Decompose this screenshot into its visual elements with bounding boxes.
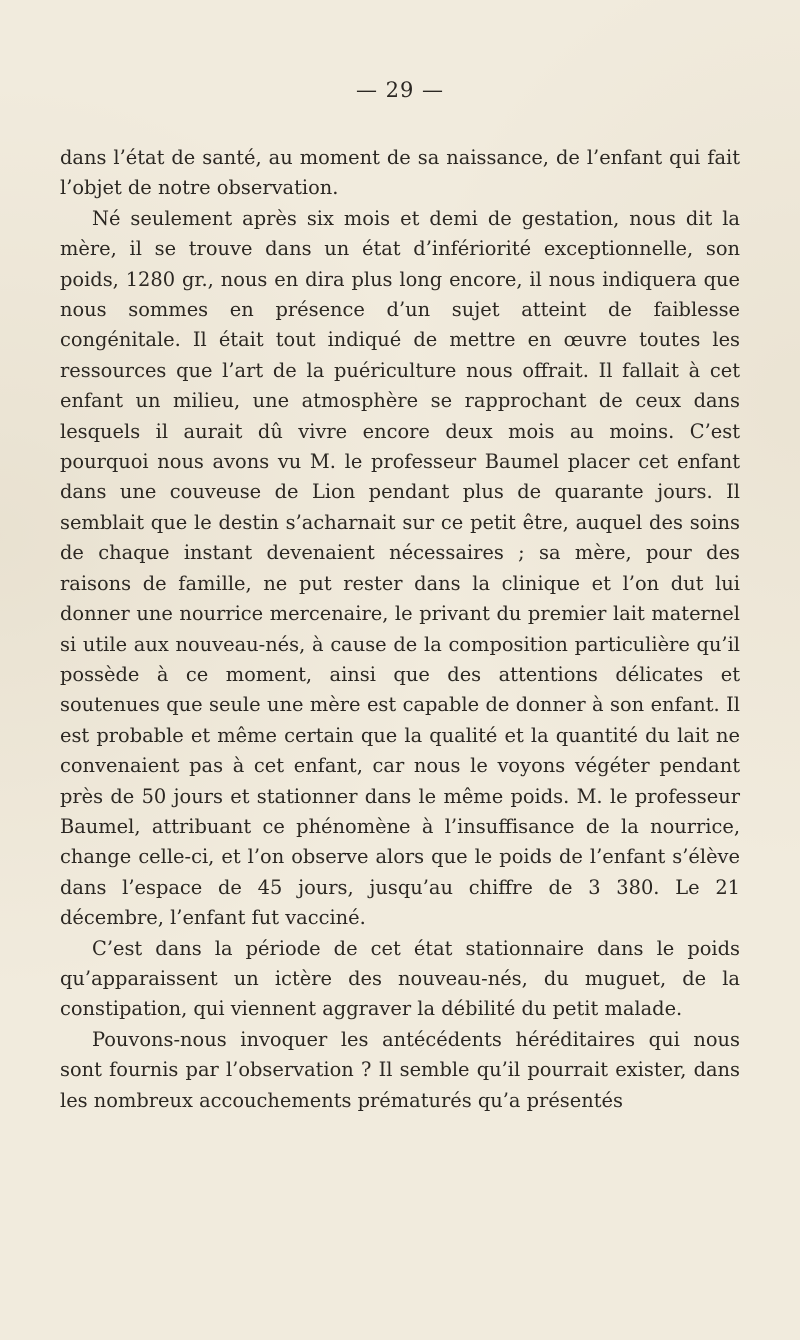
paragraph-hereditary-antecedents: Pouvons-nous invoquer les antécédents héréditaires qui nous sont fournis par l’observation ? Il semble qu’il pourrait exister, dans les nombreux accouchements prématurés qu’a présentés bbox=[60, 1027, 740, 1112]
paragraph-continuation: dans l’état de santé, au moment de sa naissance, de l’enfant qui fait l’objet de notre observation. bbox=[60, 146, 740, 200]
body-text bbox=[60, 143, 740, 1116]
page-number: — 29 — bbox=[355, 78, 445, 102]
paragraph-birth-observation: Né seulement après six mois et demi de gestation, nous dit la mère, il se trouve dans un état d’infériorité exceptionnelle, son poids, 1280 gr., nous en dira plus long encore, il nous indiquera que nous sommes en présence d’un sujet atteint de faiblesse congénitale. Il était tout indiqué de mettre en œuvre toutes les ressources que l’art de la puériculture nous offrait. Il fallait à cet enfant un milieu, une atmosphère se rapprochant de ceux dans lesquels il aurait dû vivre encore deux mois au moins. C’est pourquoi nous avons vu M. le professeur Baumel placer cet enfant dans une couveuse de Lion pendant plus de quarante jours. Il semblait que le destin s’acharnait sur ce petit être, auquel des soins de chaque instant devenaient nécessaires ; sa mère, pour des raisons de famille, ne put rester dans la clinique et l’on dut lui donner une nourrice mercenaire, le privant du premier lait maternel si utile aux nouveau-nés, à cause de la composition particulière qu’il possède à ce moment, ainsi que des attentions délicates et soutenues que seule une mère est capable de donner à son enfant. Il est probable et même certain que la qualité et la quantité du lait ne convenaient pas à cet enfant, car nous le voyons végéter pendant près de 50 jours et stationner dans le même poids. M. le professeur Baumel, attribuant ce phénomène à l’insuffisance de la nourrice, change celle-ci, et l’on observe alors que le poids de l’enfant s’élève dans l’espace de 45 jours, jusqu’au chiffre de 3 380. Le 21 décembre, l’enfant fut vacciné. bbox=[60, 206, 740, 930]
paragraph-stationary-period: C’est dans la période de cet état stationnaire dans le poids qu’apparaissent un ictère des nouveau-nés, du muguet, de la constipation, qui viennent aggraver la débilité du petit malade. bbox=[60, 936, 740, 1021]
